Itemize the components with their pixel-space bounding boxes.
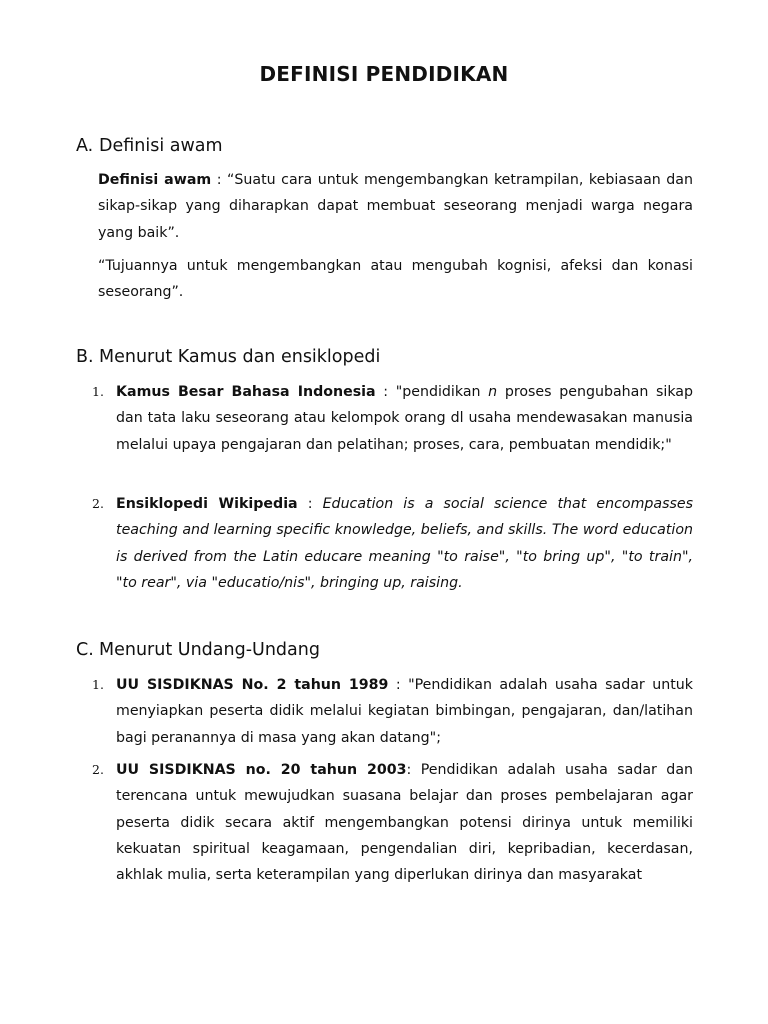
kbbi-text-start: "pendidikan [395,384,489,400]
definition-text: “Suatu cara untuk mengembangkan ketrampilan, kebiasaan dan sikap-sikap yang diharapkan dapat membuat seseorang menjadi warga negara yang baik”. [98,172,693,241]
uu-1989-text: "Pendidikan adalah usaha sadar untuk menyiapkan peserta didik melalui kegiatan bimbingan, pengajaran, dan/latihan bagi peranannya di masa yang akan datang"; [116,677,693,746]
section-b-letter: B. [76,347,94,367]
definition-separator: : [211,172,228,188]
list-item [92,379,693,458]
list-item [92,757,693,888]
section-c-heading [76,640,320,660]
section-a-letter: A. [76,136,94,156]
section-c-title: Menurut Undang-Undang [99,640,320,660]
list-item-body [116,379,693,458]
section-a-definition [98,167,693,246]
list-item-body [116,757,693,888]
uu-2003-label: UU SISDIKNAS no. 20 tahun 2003 [116,762,407,778]
list-item-body [116,491,693,596]
wikipedia-text: Education is a social science that encompasses teaching and learning specific knowledge, beliefs, and skills. The word education is derived from the Latin educare meaning "to raise", "to bring up", "to train", "to rear", via "educatio/nis", bringing up, raising. [116,496,693,591]
list-number: 1. [92,677,104,692]
list-number: 2. [92,762,104,777]
kbbi-separator: : [375,384,396,400]
uu-1989-label: UU SISDIKNAS No. 2 tahun 1989 [116,677,389,693]
list-number: 1. [92,384,104,399]
wikipedia-label: Ensiklopedi Wikipedia [116,496,298,512]
kbbi-part-of-speech: n [488,384,498,400]
list-number: 2. [92,496,104,511]
wikipedia-separator: : [297,496,323,512]
section-b-heading [76,347,380,367]
uu-2003-separator: : [406,762,421,778]
section-a-purpose: “Tujuannya untuk mengembangkan atau mengubah kognisi, afeksi dan konasi seseorang”. [98,258,693,301]
page-title: DEFINISI PENDIDIKAN [259,62,509,86]
section-c-letter: C. [76,640,94,660]
list-item-body [116,672,693,751]
kbbi-label: Kamus Besar Bahasa Indonesia [116,384,376,400]
list-item [92,491,693,596]
uu-2003-text: Pendidikan adalah usaha sadar dan terencana untuk mewujudkan suasana belajar dan proses pembelajaran agar peserta didik secara aktif mengembangkan potensi dirinya untuk memiliki kekuatan spiritual keagamaan, pengendalian diri, kepribadian, kecerdasan, akhlak mulia, serta keterampilan yang diperlukan dirinya dan masyarakat [116,762,694,884]
section-a-title: Definisi awam [99,136,223,156]
section-b-title: Menurut Kamus dan ensiklopedi [99,347,381,367]
definition-label: Definisi awam [98,172,212,188]
section-a-heading [76,136,223,156]
kbbi-text-rest: proses pengubahan sikap dan tata laku seseorang atau kelompok orang dl usaha mendewasakan manusia melalui upaya pengajaran dan pelatihan; proses, cara, pembuatan mendidik;" [116,384,693,453]
list-item [92,672,693,751]
uu-1989-separator: : [388,677,409,693]
